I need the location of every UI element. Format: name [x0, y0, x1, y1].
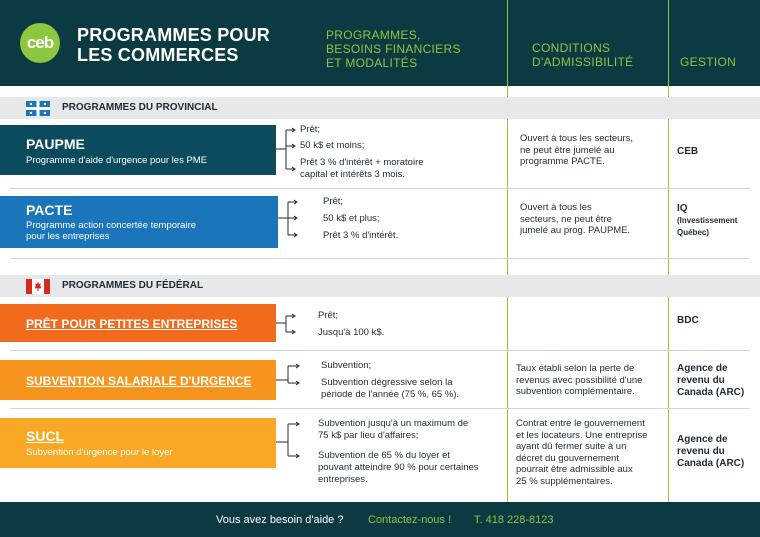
program-name: SUCL	[26, 428, 65, 444]
bullet-item: Subvention jusqu'à un maximum de	[318, 418, 469, 429]
gestion-line: Agence de	[677, 434, 728, 445]
section-label: PROGRAMMES DU PROVINCIAL	[62, 102, 218, 113]
col-header-conditions-l2: D'ADMISSIBILITÉ	[532, 55, 634, 69]
col-header-programmes-l3: ET MODALITÉS	[326, 56, 418, 70]
condition-line: 25 % supplémentaires.	[516, 475, 613, 487]
condition-line: et les locateurs. Une entreprise	[516, 429, 648, 441]
bullet-item: Prêt;	[300, 124, 321, 135]
footer-contact-link[interactable]: Contactez-nous !	[368, 514, 452, 526]
condition-line: Contrat entre le gouvernement	[516, 418, 645, 429]
gestion-line: Canada (ARC)	[677, 458, 745, 469]
bracket-connector	[278, 196, 318, 241]
col-header-programmes	[326, 28, 461, 70]
program-conditions	[516, 418, 666, 487]
bullet-item: Prêt 3 % d'intérêt.	[323, 230, 399, 241]
program-bullets	[321, 360, 503, 400]
program-bullets	[318, 418, 506, 488]
row-divider	[10, 350, 750, 351]
col-header-programmes-l2: BESOINS FINANCIERS	[326, 42, 461, 56]
col-header-conditions-l1: CONDITIONS	[532, 41, 611, 55]
row-divider	[10, 188, 750, 189]
bullet-item: 50 k$ et plus;	[323, 213, 380, 224]
program-bullets	[300, 124, 500, 184]
program-name: SUBVENTION SALARIALE D'URGENCE	[26, 374, 252, 388]
program-gestion: BDC	[677, 315, 699, 326]
bullet-item: période de l'année (75 %, 65 %).	[321, 389, 460, 400]
program-name: PACTE	[26, 202, 73, 218]
gestion-line: (Investissement	[677, 216, 738, 225]
program-gestion: CEB	[677, 146, 699, 157]
page-title	[77, 25, 270, 65]
program-pacte-box	[0, 196, 278, 248]
gestion-line: Québec)	[677, 228, 710, 237]
column-divider	[507, 0, 508, 502]
gestion-line: IQ	[677, 203, 688, 214]
page-footer	[0, 502, 760, 537]
gestion-line: revenu du	[677, 375, 725, 386]
section-provincial	[0, 97, 760, 119]
bullet-item: Prêt;	[323, 196, 344, 207]
program-sucl-box	[0, 418, 276, 468]
program-bullets	[323, 196, 503, 246]
footer-phone[interactable]: T. 418 228-8123	[474, 514, 554, 526]
condition-line: revenus avec possibilité d'une	[516, 374, 643, 386]
program-gestion	[677, 434, 744, 470]
gestion-line: Agence de	[677, 363, 728, 374]
section-label: PROGRAMMES DU FÉDÉRAL	[62, 280, 204, 291]
program-conditions	[520, 133, 660, 168]
program-description: Subvention d'urgence pour le loyer	[26, 447, 173, 458]
bullet-item: Subvention;	[321, 360, 372, 371]
condition-line: Ouvert à tous les secteurs,	[520, 133, 633, 144]
program-bullets	[318, 310, 498, 340]
condition-line: programme PACTE.	[520, 156, 605, 167]
bracket-connector	[276, 418, 322, 468]
condition-line: secteurs, ne peut être	[520, 213, 612, 225]
page-header	[0, 0, 760, 86]
bullet-item: Jusqu'à 100 k$.	[318, 327, 385, 338]
bullet-item: capital et intérêts 3 mois.	[300, 169, 406, 180]
condition-line: ne peut être jumelé au	[520, 144, 615, 156]
condition-line: subvention complémentaire.	[516, 386, 635, 397]
condition-line: décret du gouvernement	[516, 452, 619, 464]
bullet-item: 75 k$ par lieu d'affaires;	[318, 430, 419, 441]
bracket-connector	[276, 310, 316, 340]
bullet-item: 50 k$ et moins;	[300, 140, 365, 151]
condition-line: jumelé au prog. PAUPME.	[520, 225, 631, 236]
program-name: PAUPME	[26, 136, 85, 152]
program-pret-box	[0, 304, 276, 342]
condition-line: pourrait être admissible aux	[516, 464, 633, 475]
description-line: pour les entreprises	[26, 231, 110, 242]
canada-flag-icon	[26, 279, 50, 294]
bracket-connector	[276, 360, 322, 400]
section-federal	[0, 275, 760, 297]
condition-line: ayant dû fermer suite à un	[516, 441, 627, 452]
condition-line: Ouvert à tous les	[520, 202, 592, 213]
row-divider	[10, 258, 750, 259]
program-paupme-box	[0, 125, 276, 175]
ceb-logo: ceb	[20, 23, 60, 63]
bullet-item: Subvention dégressive selon la	[321, 377, 453, 388]
program-description	[26, 220, 196, 242]
program-subvention-box	[0, 360, 276, 400]
program-name: PRÊT POUR PETITES ENTREPRISES	[26, 317, 238, 331]
gestion-line: revenu du	[677, 446, 725, 457]
program-description: Programme d'aide d'urgence pour les PME	[26, 155, 208, 166]
title-line-2: LES COMMERCES	[77, 45, 239, 65]
row-divider	[10, 408, 750, 409]
quebec-flag-icon	[26, 101, 50, 116]
bullet-item: entreprises.	[318, 474, 368, 485]
program-conditions	[516, 363, 666, 398]
col-header-gestion: GESTION	[680, 55, 737, 69]
program-conditions	[520, 202, 660, 237]
bullet-item: Prêt;	[318, 310, 339, 321]
program-gestion	[677, 363, 744, 399]
bullet-item: pouvant atteindre 90 % pour certaines	[318, 462, 479, 473]
column-divider	[668, 0, 669, 502]
condition-line: Taux établi selon la perte de	[516, 363, 635, 374]
title-line-1: PROGRAMMES POUR	[77, 25, 271, 45]
col-header-programmes-l1: PROGRAMMES,	[326, 28, 421, 42]
bullet-item: Prêt 3 % d'intérêt + moratoire	[300, 157, 424, 168]
col-header-conditions	[532, 41, 633, 69]
description-line: Programme action concertée temporaire	[26, 220, 197, 231]
bullet-item: Subvention de 65 % du loyer et	[318, 450, 451, 461]
program-gestion	[677, 203, 737, 239]
gestion-line: Canada (ARC)	[677, 387, 745, 398]
footer-question: Vous avez besoin d'aide ?	[216, 514, 344, 526]
